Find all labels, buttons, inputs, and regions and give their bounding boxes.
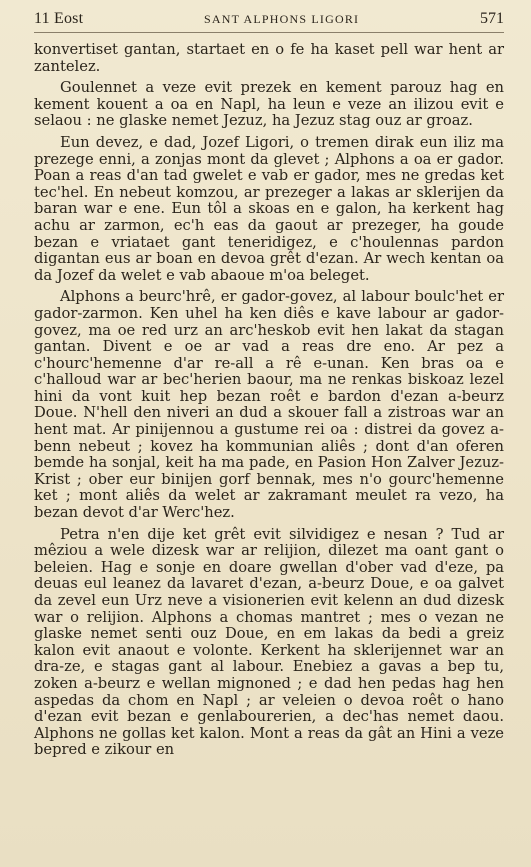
paragraph: Eun devez, e dad, Jozef Ligori, o tremen dirak eun iliz ma prezege enni, a zonjas mont da glevet ; Alphons a oa er gador. Poan a reas d'an tad gwelet e vab er gador, mes ne gredas ket tec'hel. En nebeut komzou, ar prezeger a lakas ar sklerijen da baran war e ene. Eun tôl a skoas en e galon, ha kerkent hag achu ar zarmon, ec'h eas da gaout ar prezeger, ha goude bezan e vriataet gant teneridigez, e c'houlennas pardon digantan eus ar boan en devoa grêt d'ezan. Ar wech kentan oa da Jozef da welet e vab abaoue m'oa beleget. — [34, 133, 504, 284]
running-header — [34, 10, 504, 33]
body-text — [34, 42, 504, 759]
paragraph: Goulennet a veze evit prezek en kement parouz hag en kement kouent a oa en Napl, ha leun e veze an ilizou evit e selaou : ne glaske nemet Jezuz, ha Jezuz stag ouz ar groaz. — [34, 79, 504, 130]
paragraph-continuation: konvertiset gantan, startaet en o fe ha kaset pell war hent ar zantelez. — [34, 41, 504, 75]
header-title: SANT ALPHONS LIGORI — [204, 12, 360, 26]
page-number: 571 — [480, 10, 504, 27]
header-date: 11 Eost — [34, 10, 84, 27]
paragraph: Petra n'en dije ket grêt evit silvidigez e nesan ? Tud ar mêziou a wele dizesk war ar relijion, dilezet ma oant gant o beleien. Hag e sonje en doare gwellan d'ober vad d'eze, pa deuas eul leanez da lavaret d'ezan, a-beurz Doue, e oa galvet da zevel eun Urz neve a visionerien evit kelenn an dud dizesk war o relijion. Alphons a chomas mantret ; mes o vezan ne glaske nemet senti ouz Doue, en em lakas da bedi a greiz kalon evit anaout e volonte. Kerkent ha sklerijennet war an dra-ze, e stagas gant al labour. Enebiez a gavas a bep tu, zoken a-beurz e wellan mignoned ; e dad hen pedas hag hen aspedas da chom en Napl ; ar veleien o devoa roêt o hano d'ezan evit bezan e genlabourerien, a dec'has nemet daou. Alphons ne gollas ket kalon. Mont a reas da gât an Hini a veze bepred e zikour en — [34, 525, 504, 759]
paragraph: Alphons a beurc'hrê, er gador-govez, al labour boulc'het er gador-zarmon. Ken uhel ha ken diês e kave labour ar gador-govez, ma oe red urz an arc'heskob evit hen lakat da stagan gantan. Divent e oe ar vad a reas dre eno. Ar pez a c'hourc'hemenne d'ar re-all a rê e-unan. Ken bras oa e c'halloud war ar bec'herien baour, ma ne renkas biskoaz lezel hini da vont kuit hep bezan roêt e bardon d'ezan a-beurz Doue. N'hell den niveri an dud a skouer fall a zistroas war an hent mat. Ar pinijennou a gustume rei oa : distrei da govez a-benn nebeut ; kovez ha kommunian aliês ; dont d'an oferen bemde ha sonjal, keit ha ma pade, en Pasion Hon Zalver Jezuz-Krist ; ober eur binijen gorf bennak, mes n'o gourc'hemenne ket ; mont aliês da welet ar zakramant meulet ra vezo, ha bezan devot d'ar Werc'hez. — [34, 288, 504, 522]
